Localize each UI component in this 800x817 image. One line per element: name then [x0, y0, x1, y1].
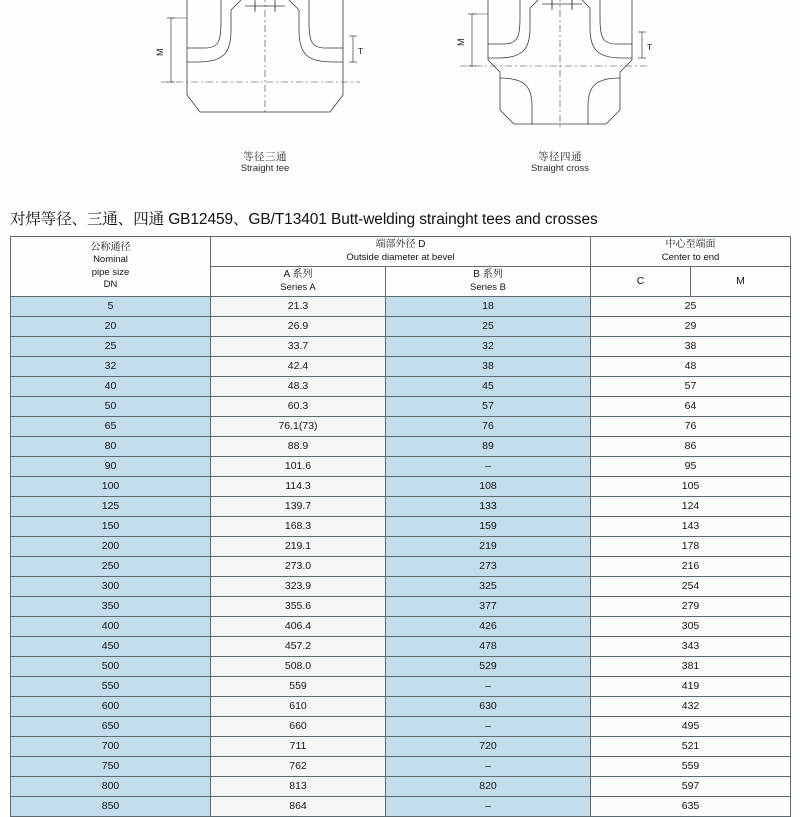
- table-row: [11, 777, 791, 797]
- header-row-top: [11, 237, 791, 267]
- page-title: 对焊等径、三通、四通 GB12459、GB/T13401 Butt-welding strainght tees and crosses: [10, 211, 598, 228]
- cell-nominal-pipe-size: 450: [11, 637, 211, 657]
- cell-series-a: 60.3: [211, 397, 386, 417]
- cell-series-a: 42.4: [211, 357, 386, 377]
- diagram-straight-cross: [420, 0, 700, 200]
- cell-center-to-end: 343: [591, 637, 791, 657]
- table-row: [11, 617, 791, 637]
- cell-series-a: 33.7: [211, 337, 386, 357]
- cell-series-a: 48.3: [211, 377, 386, 397]
- cell-series-b: 38: [386, 357, 591, 377]
- cell-center-to-end: 64: [591, 397, 791, 417]
- cell-series-b: 159: [386, 517, 591, 537]
- header-center-to-end: [591, 237, 791, 267]
- cell-nominal-pipe-size: 550: [11, 677, 211, 697]
- cell-series-b: –: [386, 797, 591, 817]
- table-row: [11, 757, 791, 777]
- cell-series-a: 355.6: [211, 597, 386, 617]
- table-row: [11, 697, 791, 717]
- cell-nominal-pipe-size: 50: [11, 397, 211, 417]
- cell-nominal-pipe-size: 650: [11, 717, 211, 737]
- header-cte-cn: 中心至端面: [665, 239, 716, 250]
- cell-series-b: 76: [386, 417, 591, 437]
- table-row: [11, 297, 791, 317]
- cell-series-a: 101.6: [211, 457, 386, 477]
- cell-series-b: –: [386, 757, 591, 777]
- cell-series-a: 711: [211, 737, 386, 757]
- cell-nominal-pipe-size: 800: [11, 777, 211, 797]
- cell-nominal-pipe-size: 350: [11, 597, 211, 617]
- table-row: [11, 577, 791, 597]
- cell-center-to-end: 279: [591, 597, 791, 617]
- cell-series-b: –: [386, 457, 591, 477]
- cell-center-to-end: 86: [591, 437, 791, 457]
- cell-nominal-pipe-size: 600: [11, 697, 211, 717]
- straight-tee-caption-cn: 等径三通: [243, 151, 287, 163]
- cell-nominal-pipe-size: 150: [11, 517, 211, 537]
- table-row: [11, 457, 791, 477]
- straight-cross-caption-en: Straight cross: [530, 163, 590, 174]
- cell-series-b: 529: [386, 657, 591, 677]
- cell-center-to-end: 216: [591, 557, 791, 577]
- cell-series-b: 478: [386, 637, 591, 657]
- table-row: [11, 637, 791, 657]
- cross-dimension-m-label: M: [456, 38, 466, 46]
- cell-center-to-end: 29: [591, 317, 791, 337]
- cell-series-a: 762: [211, 757, 386, 777]
- cell-nominal-pipe-size: 250: [11, 557, 211, 577]
- cell-series-b: 89: [386, 437, 591, 457]
- cell-series-b: 133: [386, 497, 591, 517]
- table-row: [11, 377, 791, 397]
- cell-center-to-end: 305: [591, 617, 791, 637]
- cell-center-to-end: 178: [591, 537, 791, 557]
- cell-nominal-pipe-size: 500: [11, 657, 211, 677]
- table-row: [11, 737, 791, 757]
- cell-series-b: 273: [386, 557, 591, 577]
- table-body: [11, 297, 791, 817]
- header-dn-en-1: Nominal: [93, 254, 128, 265]
- cell-nominal-pipe-size: 80: [11, 437, 211, 457]
- cell-series-b: 325: [386, 577, 591, 597]
- cell-series-a: 559: [211, 677, 386, 697]
- cell-series-a: 88.9: [211, 437, 386, 457]
- cell-center-to-end: 254: [591, 577, 791, 597]
- cell-series-b: 45: [386, 377, 591, 397]
- cell-series-b: 820: [386, 777, 591, 797]
- cell-series-a: 26.9: [211, 317, 386, 337]
- cell-nominal-pipe-size: 40: [11, 377, 211, 397]
- table-row: [11, 397, 791, 417]
- cell-series-a: 610: [211, 697, 386, 717]
- cell-series-a: 813: [211, 777, 386, 797]
- cell-center-to-end: 419: [591, 677, 791, 697]
- header-dn-en-2: pipe size: [91, 266, 130, 278]
- cell-nominal-pipe-size: 65: [11, 417, 211, 437]
- table-row: [11, 357, 791, 377]
- cell-center-to-end: 597: [591, 777, 791, 797]
- table-row: [11, 497, 791, 517]
- cell-nominal-pipe-size: 850: [11, 797, 211, 817]
- header-column-c: C: [591, 267, 691, 297]
- cell-nominal-pipe-size: 750: [11, 757, 211, 777]
- cell-series-a: 21.3: [211, 297, 386, 317]
- cell-center-to-end: 48: [591, 357, 791, 377]
- cell-series-b: 630: [386, 697, 591, 717]
- header-dn-en-3: DN: [103, 279, 118, 290]
- cell-center-to-end: 143: [591, 517, 791, 537]
- cell-series-b: 32: [386, 337, 591, 357]
- table-row: [11, 797, 791, 817]
- cell-series-b: 18: [386, 297, 591, 317]
- cell-series-a: 114.3: [211, 477, 386, 497]
- cell-center-to-end: 57: [591, 377, 791, 397]
- table-row: [11, 677, 791, 697]
- header-column-m: M: [691, 267, 791, 297]
- cell-nominal-pipe-size: 300: [11, 577, 211, 597]
- tee-dimension-t-side-label: T: [358, 46, 364, 56]
- cell-series-b: 25: [386, 317, 591, 337]
- cell-series-b: 108: [386, 477, 591, 497]
- cell-center-to-end: 105: [591, 477, 791, 497]
- header-cte-en: Center to end: [661, 251, 720, 263]
- header-series-b: [386, 267, 591, 297]
- header-series-b-cn: B 系列: [473, 269, 503, 280]
- cell-center-to-end: 95: [591, 457, 791, 477]
- cell-series-a: 76.1(73): [211, 417, 386, 437]
- cell-center-to-end: 559: [591, 757, 791, 777]
- cell-series-a: 139.7: [211, 497, 386, 517]
- cell-nominal-pipe-size: 20: [11, 317, 211, 337]
- cell-center-to-end: 521: [591, 737, 791, 757]
- cell-series-a: 406.4: [211, 617, 386, 637]
- cell-center-to-end: 124: [591, 497, 791, 517]
- header-series-a-cn: A 系列: [283, 269, 313, 280]
- cell-series-a: 660: [211, 717, 386, 737]
- cell-series-b: 57: [386, 397, 591, 417]
- table-row: [11, 517, 791, 537]
- cell-series-b: 377: [386, 597, 591, 617]
- cell-center-to-end: 495: [591, 717, 791, 737]
- table-head: [11, 237, 791, 297]
- table-row: [11, 477, 791, 497]
- cell-series-a: 508.0: [211, 657, 386, 677]
- cross-dimension-t-side-label: T: [647, 42, 653, 52]
- cell-series-b: 426: [386, 617, 591, 637]
- tee-dimension-m-label: M: [155, 48, 165, 56]
- header-outside-diameter: [211, 237, 591, 267]
- cell-center-to-end: 381: [591, 657, 791, 677]
- cell-center-to-end: 38: [591, 337, 791, 357]
- cell-center-to-end: 432: [591, 697, 791, 717]
- cell-series-b: –: [386, 717, 591, 737]
- cell-center-to-end: 76: [591, 417, 791, 437]
- straight-tee-drawing: [145, 0, 385, 150]
- cell-nominal-pipe-size: 400: [11, 617, 211, 637]
- cell-series-a: 219.1: [211, 537, 386, 557]
- cell-nominal-pipe-size: 100: [11, 477, 211, 497]
- cell-series-a: 168.3: [211, 517, 386, 537]
- cell-nominal-pipe-size: 5: [11, 297, 211, 317]
- header-od-cn: 端部外径 D: [375, 239, 426, 250]
- header-series-a: [211, 267, 386, 297]
- cell-nominal-pipe-size: 125: [11, 497, 211, 517]
- spec-table: [10, 236, 791, 817]
- cell-nominal-pipe-size: 90: [11, 457, 211, 477]
- table-row: [11, 557, 791, 577]
- table-row: [11, 657, 791, 677]
- cell-series-b: –: [386, 677, 591, 697]
- spec-table-container: [10, 236, 790, 817]
- diagram-straight-tee: [125, 0, 405, 200]
- cell-nominal-pipe-size: 32: [11, 357, 211, 377]
- header-series-b-en: Series B: [470, 281, 506, 293]
- header-dn-cn: 公称通径: [90, 241, 131, 253]
- cell-series-a: 273.0: [211, 557, 386, 577]
- cell-nominal-pipe-size: 25: [11, 337, 211, 357]
- diagram-area: [0, 0, 800, 200]
- cell-series-a: 457.2: [211, 637, 386, 657]
- straight-tee-caption-en: Straight tee: [240, 163, 290, 174]
- header-series-a-en: Series A: [280, 281, 316, 293]
- cell-series-b: 720: [386, 737, 591, 757]
- table-row: [11, 317, 791, 337]
- table-row: [11, 417, 791, 437]
- cell-center-to-end: 635: [591, 797, 791, 817]
- table-row: [11, 337, 791, 357]
- table-row: [11, 537, 791, 557]
- straight-cross-caption-cn: 等径四通: [538, 151, 582, 163]
- table-row: [11, 597, 791, 617]
- cell-nominal-pipe-size: 200: [11, 537, 211, 557]
- straight-cross-drawing: [440, 0, 680, 150]
- cell-nominal-pipe-size: 700: [11, 737, 211, 757]
- cell-series-a: 864: [211, 797, 386, 817]
- header-nominal-pipe-size: [11, 237, 211, 297]
- table-row: [11, 437, 791, 457]
- table-row: [11, 717, 791, 737]
- cell-center-to-end: 25: [591, 297, 791, 317]
- cell-series-a: 323.9: [211, 577, 386, 597]
- header-od-en: Outside diameter at bevel: [346, 251, 455, 263]
- cell-series-b: 219: [386, 537, 591, 557]
